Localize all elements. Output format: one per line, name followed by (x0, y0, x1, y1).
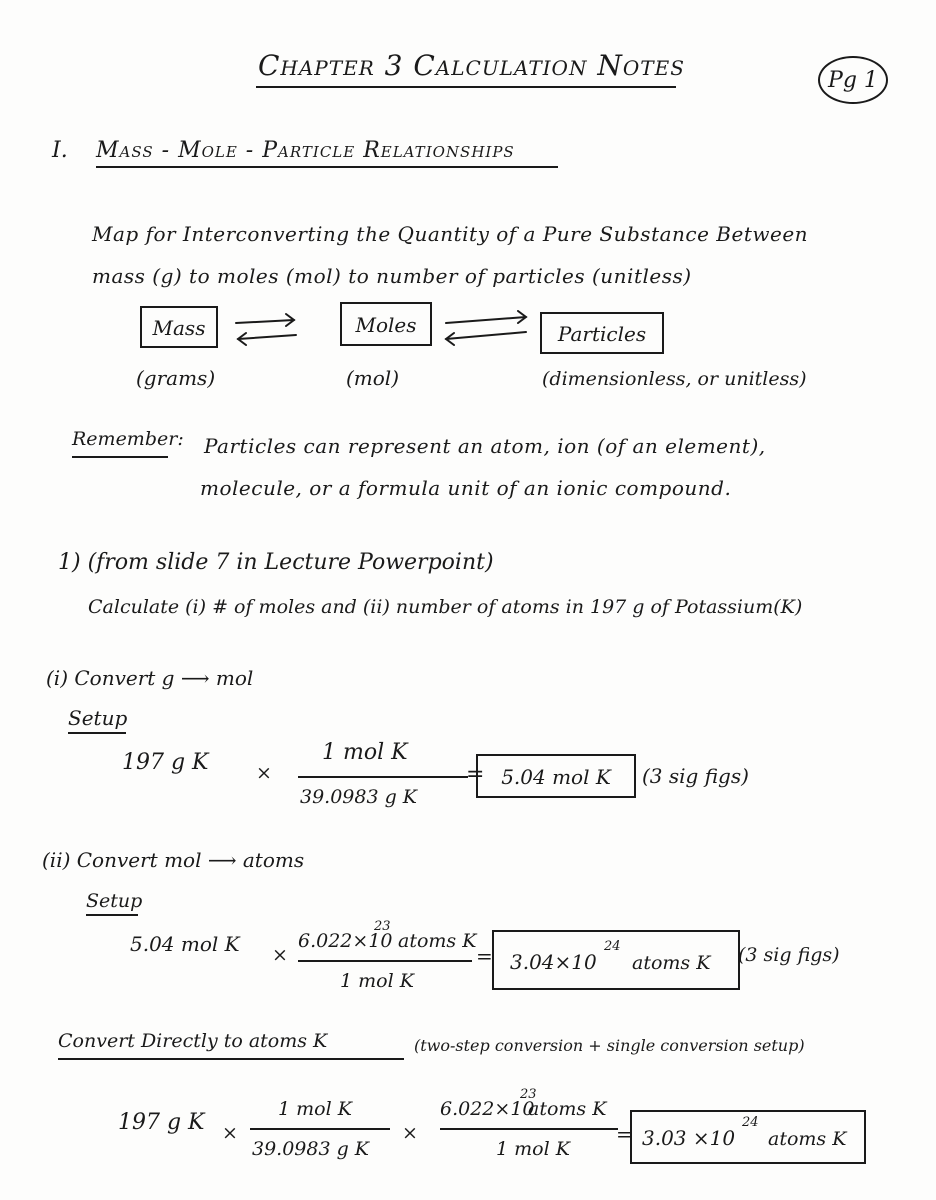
mass-box-label: Mass (152, 316, 206, 340)
direct-equals: = (616, 1122, 633, 1146)
part-ii-numerator-base: 6.022×10 (298, 930, 393, 952)
remember-underline (72, 456, 168, 458)
direct-fraction-2-numerator-exponent: 23 (520, 1087, 537, 1102)
part-ii-numerator-unit: atoms K (398, 930, 477, 952)
part-ii-answer-exponent: 24 (604, 939, 621, 954)
direct-fraction-2-denominator: 1 mol K (496, 1138, 570, 1160)
direct-fraction-2-bar (440, 1128, 618, 1130)
part-ii-setup-label: Setup (86, 890, 143, 912)
direct-fraction-1-numerator: 1 mol K (278, 1098, 352, 1120)
moles-particles-arrows (436, 310, 536, 346)
page-number-badge (818, 56, 888, 104)
part-ii-times: × (272, 944, 288, 966)
part-i-fraction-bar (298, 776, 468, 778)
part-i-answer-box (476, 754, 636, 798)
direct-fraction-2-numerator-base: 6.022×10 (440, 1098, 535, 1120)
remember-line-2: molecule, or a formula unit of an ionic compound. (200, 476, 732, 500)
moles-box-label: Moles (355, 313, 417, 337)
part-i-denominator: 39.0983 g K (300, 786, 418, 808)
problem-title: 1) (from slide 7 in Lecture Powerpoint) (58, 550, 494, 575)
direct-answer-base: 3.03 ×10 (642, 1126, 736, 1150)
direct-fraction-1-bar (250, 1128, 390, 1130)
direct-fraction-2-numerator-unit: atoms K (528, 1098, 607, 1120)
part-ii-equals: = (476, 944, 493, 968)
particles-box (540, 312, 664, 354)
page-number: Pg 1 (828, 68, 878, 93)
part-ii-answer-unit: atoms K (632, 952, 711, 974)
direct-fraction-1-denominator: 39.0983 g K (252, 1138, 370, 1160)
mass-unit: (grams) (136, 366, 216, 390)
part-i-setup-label: Setup (68, 706, 128, 730)
direct-answer-box (630, 1110, 866, 1164)
part-ii-heading: (ii) Convert mol ⟶ atoms (42, 848, 305, 872)
part-i-times: × (256, 762, 272, 784)
mass-moles-arrows (230, 312, 302, 346)
remember-line-1: Particles can represent an atom, ion (of an element), (204, 434, 766, 458)
part-ii-setup-underline (86, 914, 138, 916)
remember-label: Remember: (72, 428, 184, 450)
part-i-sig-figs: (3 sig figs) (642, 764, 749, 788)
part-ii-answer-base: 3.04×10 (510, 950, 597, 974)
particles-box-label: Particles (557, 322, 647, 346)
direct-heading-underline (58, 1058, 404, 1060)
particles-unit: (dimensionless, or unitless) (542, 368, 807, 390)
part-i-heading: (i) Convert g ⟶ mol (46, 666, 254, 690)
section-heading: Mass - Mole - Particle Relationships (96, 138, 515, 163)
direct-times-1: × (222, 1122, 238, 1144)
mass-box (140, 306, 218, 348)
map-description-line-1: Map for Interconverting the Quantity of a Pure Substance Between (92, 222, 809, 246)
direct-answer-unit: atoms K (768, 1128, 847, 1150)
part-i-setup-underline (68, 732, 126, 734)
section-heading-underline (96, 166, 558, 168)
direct-note: (two-step conversion + single conversion setup) (414, 1036, 805, 1055)
part-i-numerator: 1 mol K (322, 740, 408, 765)
part-i-equals: = (466, 762, 485, 787)
direct-times-2: × (402, 1122, 418, 1144)
section-number: I. (52, 138, 68, 163)
moles-unit: (mol) (346, 366, 400, 390)
direct-given: 197 g K (118, 1110, 205, 1135)
title-underline (256, 86, 676, 88)
part-ii-sig-figs: (3 sig figs) (738, 944, 840, 966)
part-ii-denominator: 1 mol K (340, 970, 414, 992)
part-ii-answer-box (492, 930, 740, 990)
map-description-line-2: mass (g) to moles (mol) to number of particles (unitless) (92, 264, 692, 288)
part-ii-numerator-exponent: 23 (374, 919, 391, 934)
part-i-given: 197 g K (122, 750, 209, 775)
moles-box (340, 302, 432, 346)
problem-text: Calculate (i) # of moles and (ii) number of atoms in 197 g of Potassium(K) (88, 596, 803, 618)
direct-answer-exponent: 24 (742, 1115, 759, 1130)
part-ii-fraction-bar (298, 960, 472, 962)
part-ii-given: 5.04 mol K (130, 932, 240, 956)
direct-heading: Convert Directly to atoms K (58, 1030, 328, 1052)
page-title: Chapter 3 Calculation Notes (258, 49, 685, 82)
part-i-answer: 5.04 mol K (501, 765, 611, 789)
